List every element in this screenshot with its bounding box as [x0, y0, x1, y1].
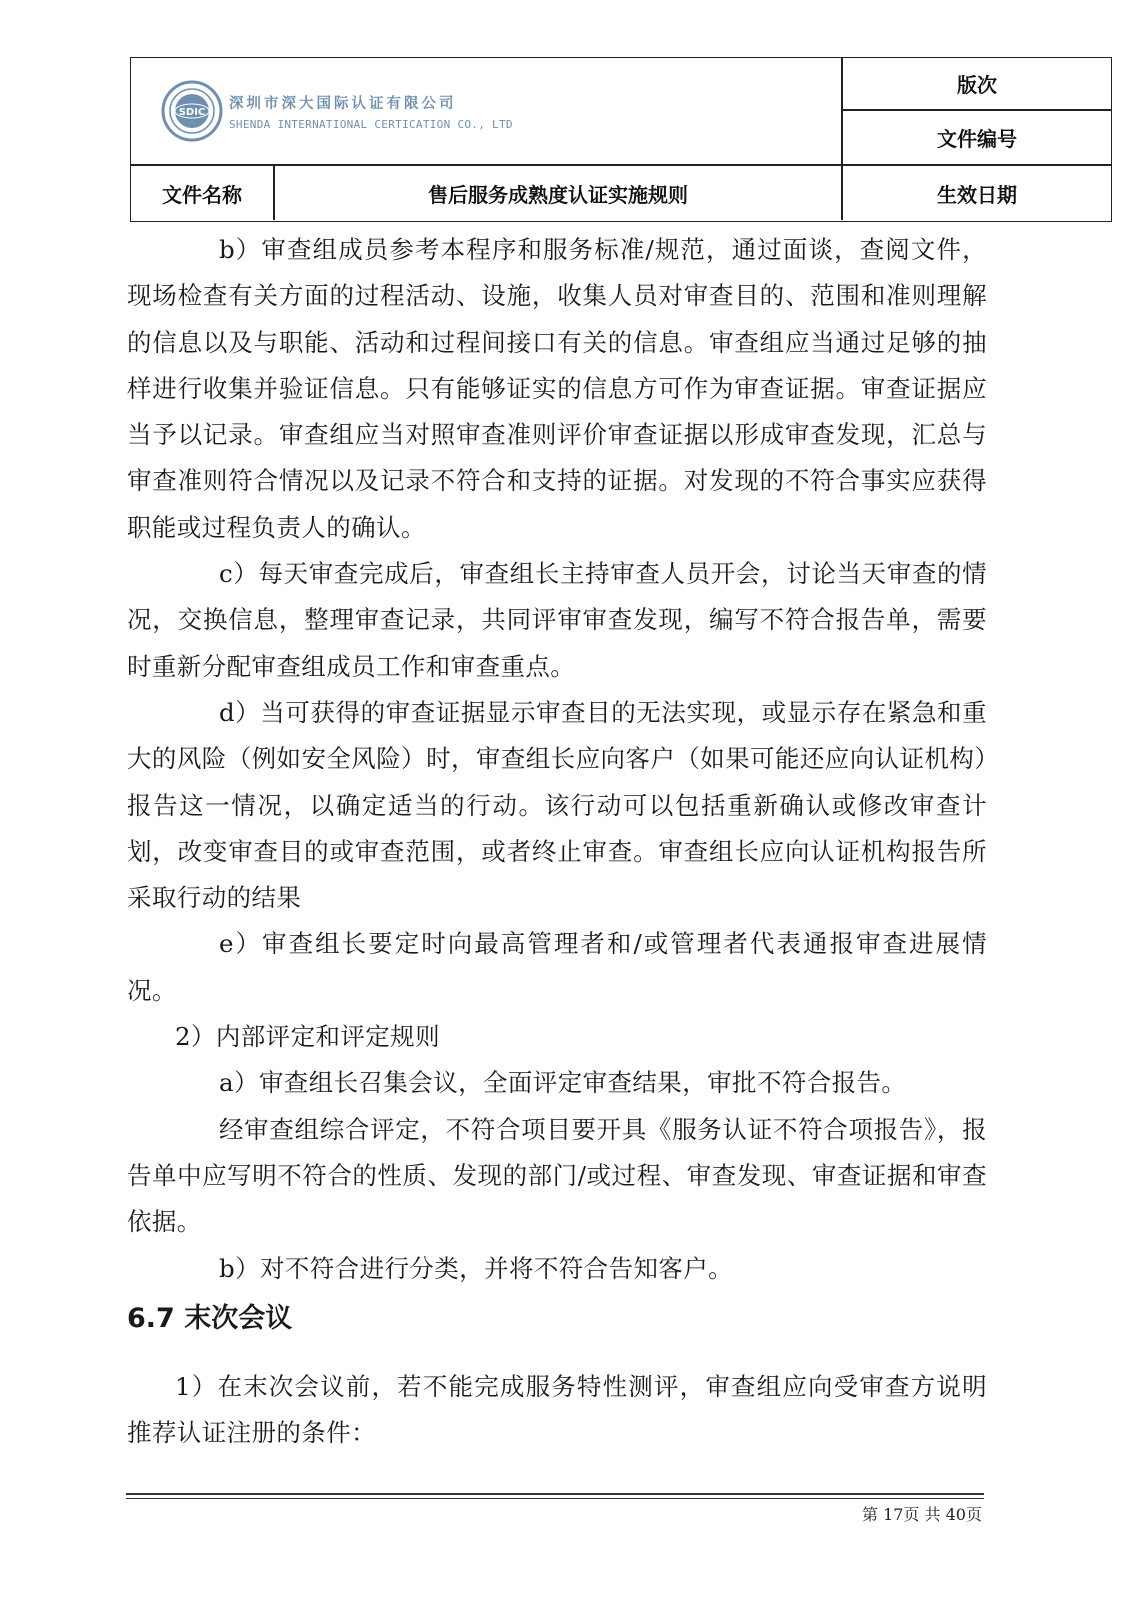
paragraph-e: e）审查组长要定时向最高管理者和/或管理者代表通报审查进展情况。 [127, 929, 987, 1005]
page-number: 第 17页 共 40页 [862, 1505, 982, 1524]
version-label: 版次 [957, 72, 997, 97]
svg-text:SDIC: SDIC [178, 107, 206, 118]
doc-number-label: 文件编号 [937, 127, 1017, 151]
paragraph-b: b）审查组成员参考本程序和服务标准/规范，通过面谈，查阅文件，现场检查有关方面的过程活动、设施，收集人员对审查目的、范围和准则理解的信息以及与职能、活动和过程间接口有关的信息。审查组应当通过足够的抽样进行收集并验证信息。只有能够证实的信息方可作为审查证据。审查证据应当予以记录。审查组应当对照审查准则评价审查证据以形成审查发现，汇总与审查准则符合情况以及记录不符合和支持的证据。对发现的不符合事实应获得职能或过程负责人的确认。 [127, 235, 987, 542]
footer-rule-thick [126, 1493, 984, 1495]
paragraph-d: d）当可获得的审查证据显示审查目的无法实现，或显示存在紧急和重大的风险（例如安全风险）时，审查组长应向客户（如果可能还应向认证机构）报告这一情况，以确定适当的行动。该行动可以包括重新确认或修改审查计划，改变审查目的或审查范围，或者终止审查。审查组长应向认证机构报告所采取行动的结果 [127, 697, 987, 913]
company-name-cn: 深圳市深大国际认证有限公司 [229, 95, 457, 112]
section-title: 6.7 末次会议 [127, 1302, 293, 1334]
doc-name-value: 售后服务成熟度认证实施规则 [428, 182, 688, 207]
paragraph-6-7-1: 1）在末次会议前，若不能完成服务特性测评，审查组应向受审查方说明推荐认证注册的条件： [127, 1371, 987, 1448]
company-seal-icon [161, 80, 223, 142]
paragraph-c: c）每天审查完成后，审查组长主持审查人员开会，讨论当天审查的情况，交换信息，整理审查记录，共同评审审查发现，编写不符合报告单，需要时重新分配审查组成员工作和审查重点。 [127, 559, 987, 681]
paragraph-2a-detail: 经审查组综合评定，不符合项目要开具《服务认证不符合项报告》，报告单中应写明不符合的性质、发现的部门/或过程、审查发现、审查证据和审查依据。 [127, 1114, 987, 1237]
document-body [127, 227, 987, 1456]
paragraph-2a: a）审查组长召集会议，全面评定审查结果，审批不符合报告。 [219, 1068, 907, 1098]
document-header-table [130, 57, 1112, 222]
effective-date-label: 生效日期 [937, 182, 1017, 207]
paragraph-2b: b）对不符合进行分类，并将不符合告知客户。 [219, 1253, 734, 1283]
company-name-en: SHENDA INTERNATIONAL CERTICATION CO., LTD [229, 117, 513, 131]
company-logo [161, 80, 513, 142]
paragraph-2: 2）内部评定和评定规则 [175, 1022, 440, 1052]
doc-name-label: 文件名称 [162, 182, 242, 207]
footer-rule-thin [126, 1498, 984, 1499]
